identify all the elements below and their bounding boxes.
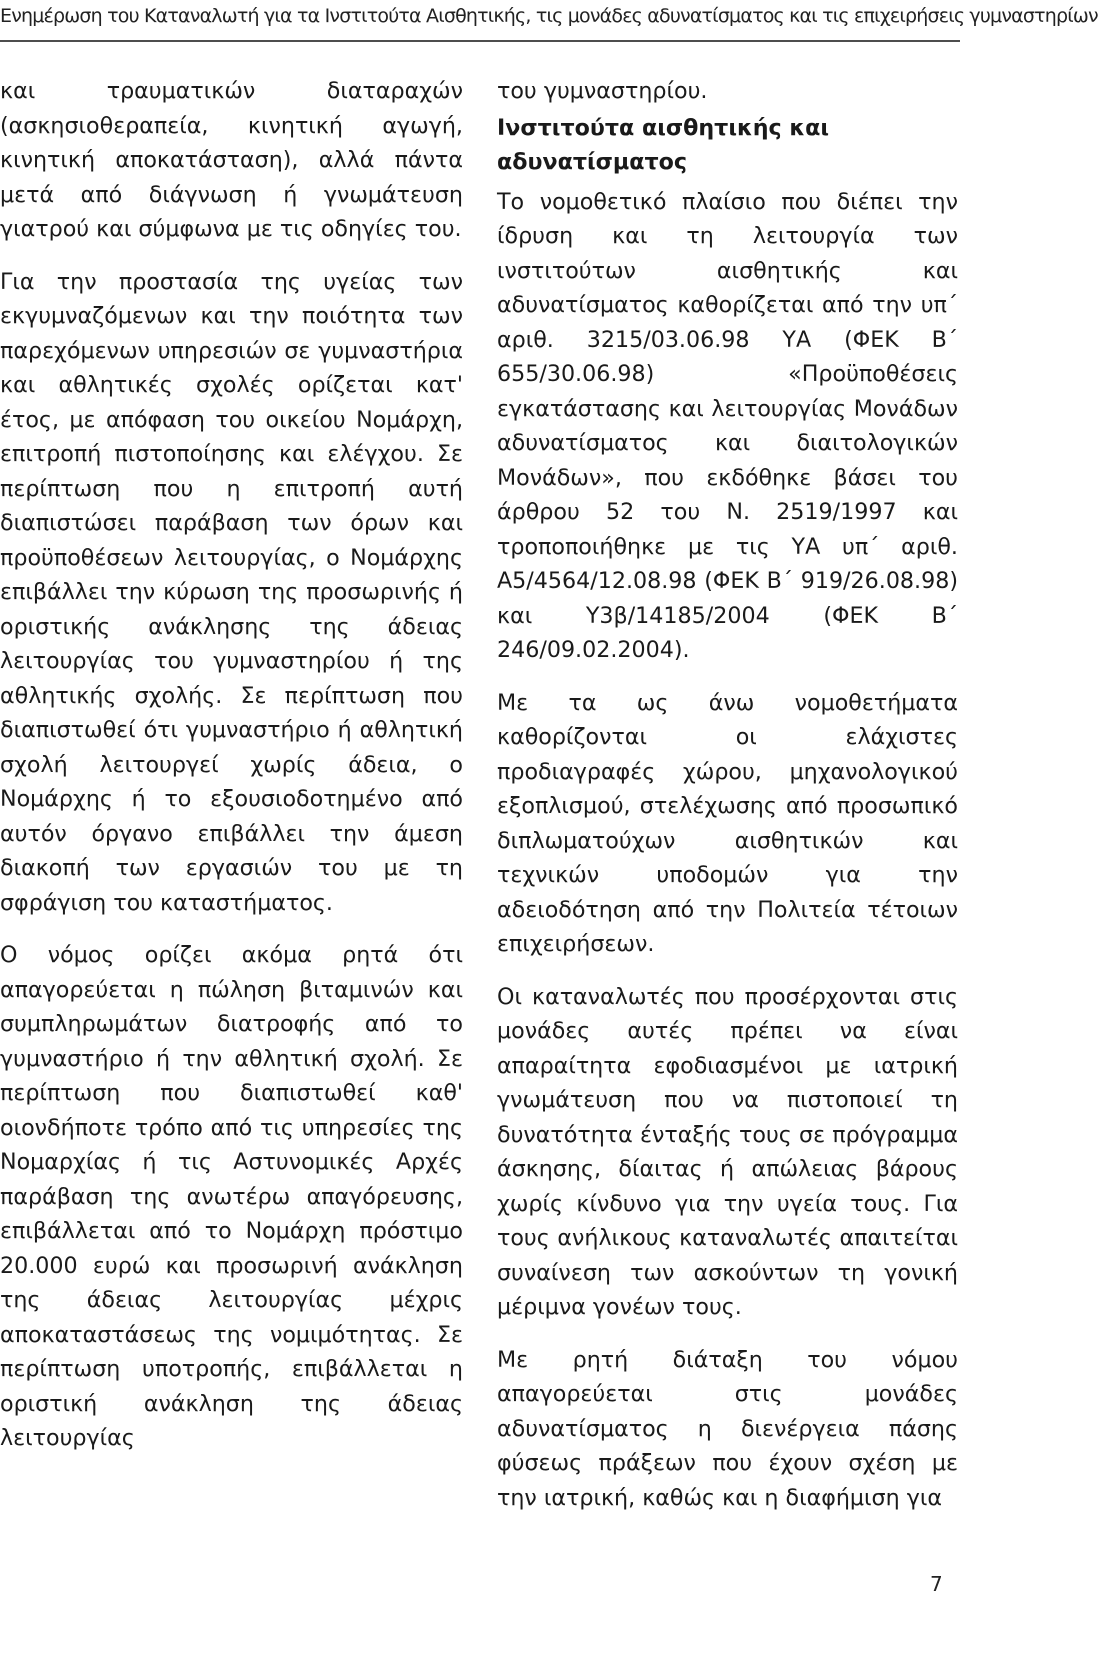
right-column bbox=[497, 74, 958, 1533]
running-header: Ενημέρωση του Καταναλωτή για τα Ινστιτούτα Αισθητικής, τις μονάδες αδυνατίσματος και τις επιχειρήσεις γυμναστηρίων bbox=[0, 5, 1098, 27]
header-divider bbox=[0, 40, 960, 42]
paragraph-left-3: Ο νόμος ορίζει ακόμα ρητά ότι απαγορεύεται η πώληση βιταμινών και συμπληρωμάτων διατροφής από το γυμναστήριο ή την αθλητική σχολή. Σε περίπτωση που διαπιστωθεί καθ' οιονδήποτε τρόπο από τις υπηρεσίες της Νομαρχίας ή τις Αστυνομικές Αρχές παράβαση της ανωτέρω απαγόρευσης, επιβάλλεται από το Νομάρχη πρόστιμο 20.000 ευρώ και προσωρινή ανάκληση της άδειας λειτουργίας μέχρις αποκαταστάσεως της νομιμότητας. Σε περίπτωση υποτροπής, επιβάλλεται η οριστική ανάκληση της άδειας λειτουργίας bbox=[0, 942, 463, 1451]
paragraph-right-2: Με τα ως άνω νομοθετήματα καθορίζονται οι ελάχιστες προδιαγραφές χώρου, μηχανολογικού εξοπλισμού, στελέχωσης από προσωπικό διπλωματούχων αισθητικών και τεχνικών υποδομών για την αδειοδότηση από την Πολιτεία τέτοιων επιχειρήσεων. bbox=[497, 689, 958, 957]
paragraph-left-2: Για την προστασία της υγείας των εκγυμναζόμενων και την ποιότητα των παρεχόμενων υπηρεσιών σε γυμναστήρια και αθλητικές σχολές ορίζεται κατ' έτος, με απόφαση του οικείου Νομάρχη, επιτροπή πιστοποίησης και ελέγχου. Σε περίπτωση που η επιτροπή αυτή διαπιστώσει παράβαση των όρων και προϋποθέσεων λειτουργίας, ο Νομάρχης επιβάλλει την κύρωση της προσωρινής ή οριστικής ανάκλησης της άδειας λειτουργίας του γυμναστηρίου ή της αθλητικής σχολής. Σε περίπτωση που διαπιστωθεί ότι γυμναστήριο ή αθλητική σχολή λειτουργεί χωρίς άδεια, ο Νομάρχης ή το εξουσιοδοτημένο από αυτόν όργανο επιβάλλει την άμεση διακοπή των εργασιών του με τη σφράγιση του καταστήματος. bbox=[0, 268, 463, 916]
paragraph-right-4: Με ρητή διάταξη του νόμου απαγορεύεται στις μονάδες αδυνατίσματος η διενέργεια πάσης φύσεως πράξεων που έχουν σχέση με την ιατρική, καθώς και η διαφήμιση για bbox=[497, 1346, 958, 1511]
paragraph-left-1: και τραυματικών διαταραχών (ασκησιοθεραπεία, κινητική αγωγή, κινητική αποκατάσταση), αλλά πάντα μετά από διάγνωση ή γνωμάτευση γιατρού και σύμφωνα με τις οδηγίες του. bbox=[0, 78, 463, 242]
paragraph-right-3: Οι καταναλωτές που προσέρχονται στις μονάδες αυτές πρέπει να είναι απαραίτητα εφοδιασμένοι με ιατρική γνωμάτευση που να πιστοποιεί τη δυνατότητα ένταξής τους σε πρόγραμμα άσκησης, δίαιτας ή απώλειας βάρους χωρίς κίνδυνο για την υγεία τους. Για τους ανήλικους καταναλωτές απαιτείται συναίνεση των ασκούντων τη γονική μέριμνα γονέων τους. bbox=[497, 983, 958, 1320]
paragraph-continuation: του γυμναστηρίου. bbox=[497, 78, 708, 104]
section-heading: Ινστιτούτα αισθητικής και αδυνατίσματος bbox=[497, 114, 830, 175]
left-column bbox=[0, 74, 463, 1474]
page-number: 7 bbox=[930, 1572, 943, 1596]
paragraph-right-1: Το νομοθετικό πλαίσιο που διέπει την ίδρυση και τη λειτουργία των ινστιτούτων αισθητικής και αδυνατίσματος καθορίζεται από την υπ΄ αριθ. 3215/03.06.98 ΥΑ (ΦΕΚ Β΄ 655/30.06.98) «Προϋποθέσεις εγκατάστασης και λειτουργίας Μονάδων αδυνατίσματος και διαιτολογικών Μονάδων», που εκδόθηκε βάσει του άρθρου 52 του Ν. 2519/1997 και τροποποιήθηκε με τις ΥΑ υπ΄ αριθ. Α5/4564/12.08.98 (ΦΕΚ Β΄ 919/26.08.98) και Υ3β/14185/2004 (ΦΕΚ Β΄ 246/09.02.2004). bbox=[497, 188, 958, 663]
